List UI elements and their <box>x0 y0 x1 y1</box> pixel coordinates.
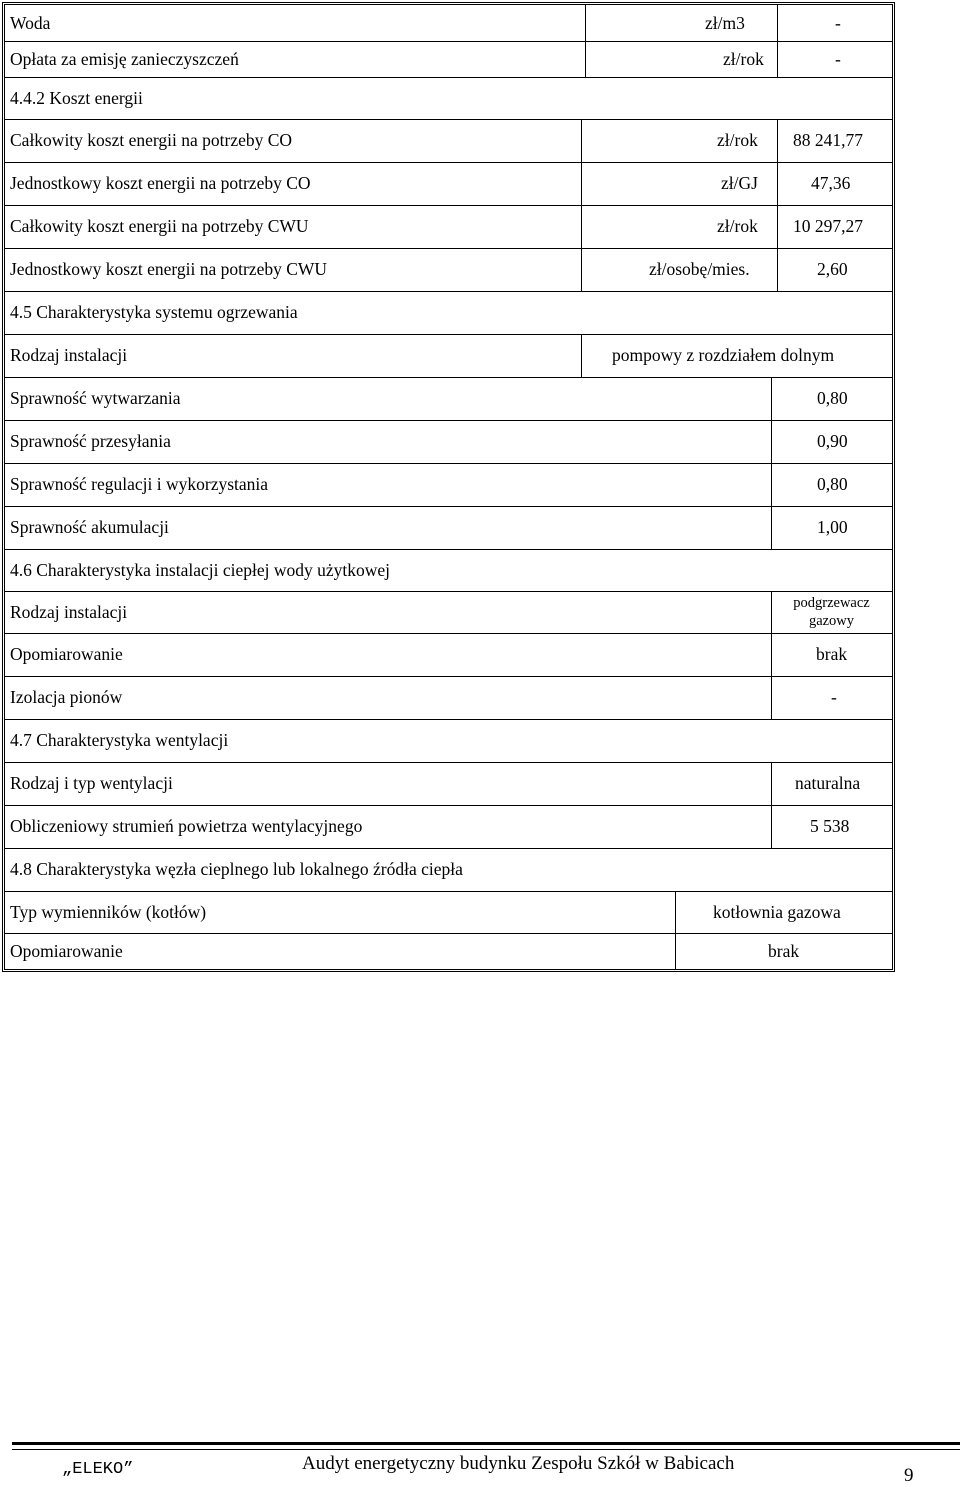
table-row-opomiarowanie-wezel <box>5 933 892 969</box>
data-table <box>2 2 895 972</box>
section-title: 4.4.2 Koszt energii <box>10 87 143 108</box>
row-label: Rodzaj i typ wentylacji <box>10 773 173 793</box>
row-label: Rodzaj instalacji <box>10 345 128 365</box>
row-label: Jednostkowy koszt energii na potrzeby CO <box>10 173 311 193</box>
table-row-woda <box>5 5 892 42</box>
row-value: brak <box>768 940 800 961</box>
row-label: Sprawność regulacji i wykorzystania <box>10 474 269 494</box>
table-row-sprawnosc-wytwarzania <box>5 377 892 421</box>
table-row-co-unit <box>5 162 892 206</box>
table-row-cwu-unit <box>5 248 892 292</box>
table-row-opomiarowanie-cwu <box>5 633 892 677</box>
section-heading-4-8 <box>5 848 892 892</box>
row-value: brak <box>816 644 848 664</box>
row-value: 1,00 <box>817 517 848 537</box>
row-value: 5 538 <box>810 816 850 836</box>
row-label: Obliczeniowy strumień powietrza wentylacyjnego <box>10 816 363 836</box>
row-value: naturalna <box>795 773 861 793</box>
footer-company: „ELEKO” <box>62 1460 134 1479</box>
row-unit: zł/GJ <box>721 173 758 193</box>
row-label: Opomiarowanie <box>10 940 123 961</box>
row-label: Całkowity koszt energii na potrzeby CO <box>10 130 293 150</box>
section-title: 4.6 Charakterystyka instalacji ciepłej wody użytkowej <box>10 559 391 580</box>
footer-title: Audyt energetyczny budynku Zespołu Szkół w Babicach <box>302 1453 735 1474</box>
row-value: kotłownia gazowa <box>713 901 841 922</box>
row-label: Rodzaj instalacji <box>10 601 128 622</box>
row-value: 10 297,27 <box>793 216 863 236</box>
row-value: 0,80 <box>817 388 848 408</box>
row-label: Opomiarowanie <box>10 644 123 664</box>
table-row-rodzaj-co <box>5 334 892 378</box>
row-label: Sprawność akumulacji <box>10 517 169 537</box>
section-heading-4-5 <box>5 291 892 335</box>
footer-rule <box>12 1442 960 1445</box>
section-title: 4.7 Charakterystyka wentylacji <box>10 730 229 750</box>
table-row-cwu-total <box>5 205 892 249</box>
table-row-sprawnosc-regulacji <box>5 463 892 507</box>
section-heading-4-4-2 <box>5 77 892 120</box>
footer-rule-thin <box>12 1449 960 1450</box>
table-row-sprawnosc-akumulacji <box>5 506 892 550</box>
table-row-co-total <box>5 119 892 163</box>
row-label: Typ wymienników (kotłów) <box>10 901 207 922</box>
row-unit: zł/rok <box>723 48 764 69</box>
table-row-strumien-powietrza <box>5 805 892 849</box>
row-value: podgrzewacz gazowy <box>793 595 870 629</box>
row-label: Całkowity koszt energii na potrzeby CWU <box>10 216 309 236</box>
section-title: 4.5 Charakterystyka systemu ogrzewania <box>10 302 298 322</box>
table-row-typ-wymiennikow <box>5 891 892 934</box>
row-unit: zł/rok <box>717 216 758 236</box>
row-value: - <box>835 12 841 33</box>
row-unit: zł/m3 <box>705 12 745 33</box>
row-label: Sprawność przesyłania <box>10 431 171 451</box>
section-heading-4-7 <box>5 719 892 763</box>
row-label: Izolacja pionów <box>10 687 123 707</box>
page-number: 9 <box>904 1465 914 1486</box>
row-value: pompowy z rozdziałem dolnym <box>612 345 835 365</box>
row-unit: zł/rok <box>717 130 758 150</box>
row-unit: zł/osobę/mies. <box>649 259 750 279</box>
row-value: - <box>831 687 837 707</box>
table-row-oplata <box>5 41 892 78</box>
row-label: Jednostkowy koszt energii na potrzeby CWU <box>10 259 328 279</box>
row-label: Woda <box>10 12 51 33</box>
section-title: 4.8 Charakterystyka węzła cieplnego lub lokalnego źródła ciepła <box>10 859 463 879</box>
row-value: 88 241,77 <box>793 130 863 150</box>
table-row-rodzaj-cwu <box>5 591 892 634</box>
row-value: - <box>835 48 841 69</box>
row-value: 0,90 <box>817 431 848 451</box>
row-value: 47,36 <box>811 173 851 193</box>
table-row-izolacja-pionow <box>5 676 892 720</box>
section-heading-4-6 <box>5 549 892 592</box>
table-row-typ-wentylacji <box>5 762 892 806</box>
row-label: Sprawność wytwarzania <box>10 388 181 408</box>
row-label: Opłata za emisję zanieczyszczeń <box>10 48 239 69</box>
row-value: 0,80 <box>817 474 848 494</box>
table-row-sprawnosc-przesylania <box>5 420 892 464</box>
row-value: 2,60 <box>817 259 848 279</box>
